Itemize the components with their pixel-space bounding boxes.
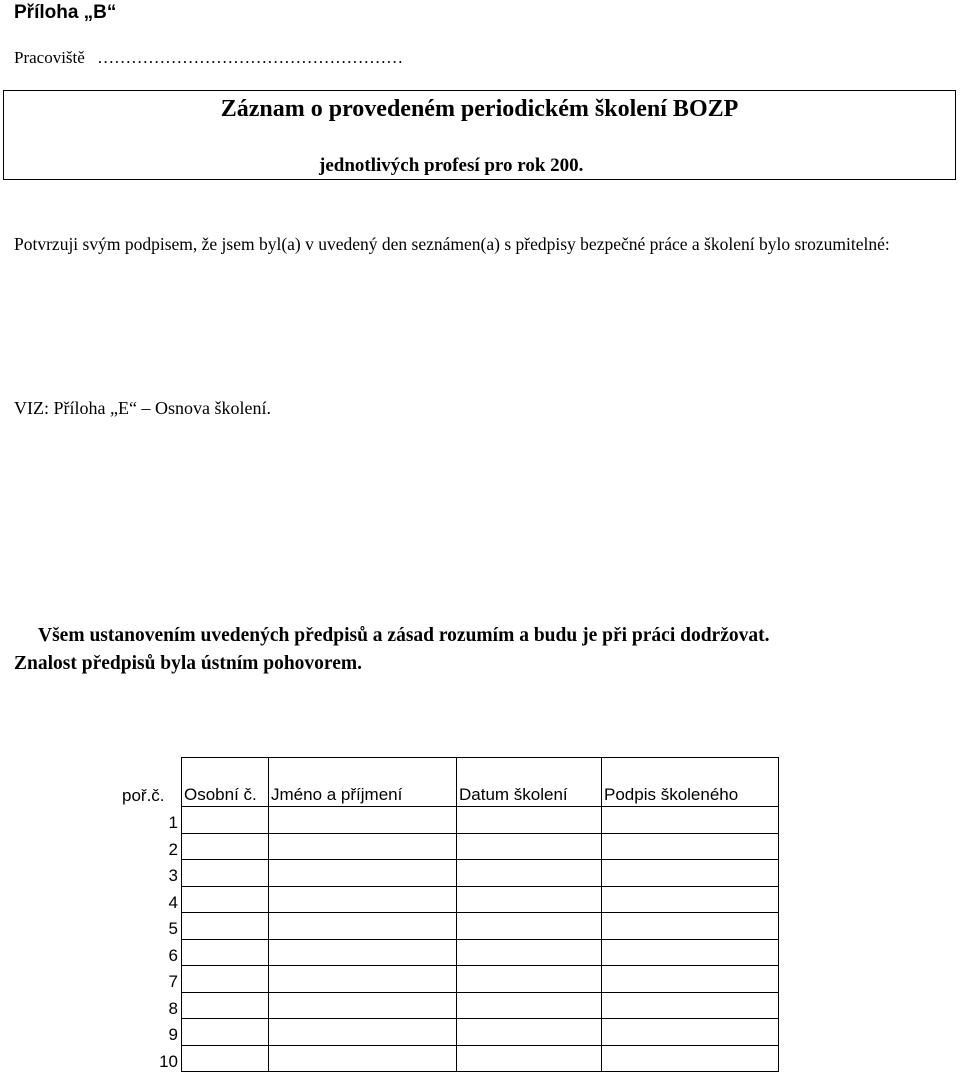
signature-cell[interactable] <box>602 992 779 1019</box>
signature-table <box>122 757 779 1072</box>
name-cell[interactable] <box>269 913 457 940</box>
table-row <box>122 966 779 993</box>
date-cell[interactable] <box>457 992 602 1019</box>
row-order-no: 8 <box>122 992 182 1019</box>
workplace-fill-line: ……………………………………………… <box>97 48 404 67</box>
table-row <box>122 860 779 887</box>
record-subtitle: jednotlivých profesí pro rok 200. <box>319 155 584 176</box>
date-cell[interactable] <box>457 1019 602 1046</box>
signature-cell[interactable] <box>602 1045 779 1072</box>
name-cell[interactable] <box>269 992 457 1019</box>
table-row <box>122 1045 779 1072</box>
personal-no-cell[interactable] <box>182 966 269 993</box>
date-cell[interactable] <box>457 966 602 993</box>
signature-cell[interactable] <box>602 1019 779 1046</box>
signature-cell[interactable] <box>602 807 779 834</box>
name-cell[interactable] <box>269 886 457 913</box>
signature-cell[interactable] <box>602 966 779 993</box>
row-order-no: 3 <box>122 860 182 887</box>
date-cell[interactable] <box>457 1045 602 1072</box>
signature-cell[interactable] <box>602 833 779 860</box>
table-body <box>122 807 779 1072</box>
date-cell[interactable] <box>457 913 602 940</box>
row-order-no: 6 <box>122 939 182 966</box>
header-order-no: poř.č. <box>122 758 182 807</box>
confirmation-text: Potvrzuji svým podpisem, že jsem byl(a) v uvedený den seznámen(a) s předpisy bezpečné práce a školení bylo srozumitelné: <box>14 234 890 254</box>
date-cell[interactable] <box>457 833 602 860</box>
table-row <box>122 913 779 940</box>
row-order-no: 5 <box>122 913 182 940</box>
statement-line-2: Znalost předpisů byla ústním pohovorem. <box>14 653 363 674</box>
personal-no-cell[interactable] <box>182 833 269 860</box>
name-cell[interactable] <box>269 966 457 993</box>
table-row <box>122 992 779 1019</box>
statement-line-1: Všem ustanovením uvedených předpisů a zásad rozumím a budu je při práci dodržovat. <box>38 625 770 646</box>
table-row <box>122 886 779 913</box>
header-date: Datum školení <box>457 758 602 807</box>
header-personal-no: Osobní č. <box>182 758 269 807</box>
name-cell[interactable] <box>269 860 457 887</box>
date-cell[interactable] <box>457 886 602 913</box>
table-row <box>122 1019 779 1046</box>
personal-no-cell[interactable] <box>182 1045 269 1072</box>
signature-cell[interactable] <box>602 939 779 966</box>
date-cell[interactable] <box>457 939 602 966</box>
record-title: Záznam o provedeném periodickém školení BOZP <box>220 96 739 122</box>
header-name: Jméno a příjmení <box>269 758 457 807</box>
header-signature: Podpis školeného <box>602 758 779 807</box>
personal-no-cell[interactable] <box>182 1019 269 1046</box>
signature-cell[interactable] <box>602 913 779 940</box>
table-row <box>122 833 779 860</box>
statement <box>14 622 954 678</box>
row-order-no: 2 <box>122 833 182 860</box>
table-header-row <box>122 758 779 807</box>
personal-no-cell[interactable] <box>182 992 269 1019</box>
row-order-no: 1 <box>122 807 182 834</box>
signature-cell[interactable] <box>602 860 779 887</box>
name-cell[interactable] <box>269 939 457 966</box>
name-cell[interactable] <box>269 1019 457 1046</box>
personal-no-cell[interactable] <box>182 939 269 966</box>
table-row <box>122 807 779 834</box>
row-order-no: 9 <box>122 1019 182 1046</box>
row-order-no: 10 <box>122 1045 182 1072</box>
name-cell[interactable] <box>269 807 457 834</box>
personal-no-cell[interactable] <box>182 886 269 913</box>
signature-cell[interactable] <box>602 886 779 913</box>
personal-no-cell[interactable] <box>182 807 269 834</box>
row-order-no: 4 <box>122 886 182 913</box>
name-cell[interactable] <box>269 833 457 860</box>
personal-no-cell[interactable] <box>182 860 269 887</box>
personal-no-cell[interactable] <box>182 913 269 940</box>
row-order-no: 7 <box>122 966 182 993</box>
workplace-label: Pracoviště <box>14 48 85 67</box>
date-cell[interactable] <box>457 807 602 834</box>
attachment-label: Příloha „B“ <box>14 2 117 23</box>
title-box <box>3 90 956 180</box>
see-reference: VIZ: Příloha „E“ – Osnova školení. <box>14 398 271 418</box>
name-cell[interactable] <box>269 1045 457 1072</box>
table-row <box>122 939 779 966</box>
date-cell[interactable] <box>457 860 602 887</box>
workplace-line <box>14 48 403 68</box>
